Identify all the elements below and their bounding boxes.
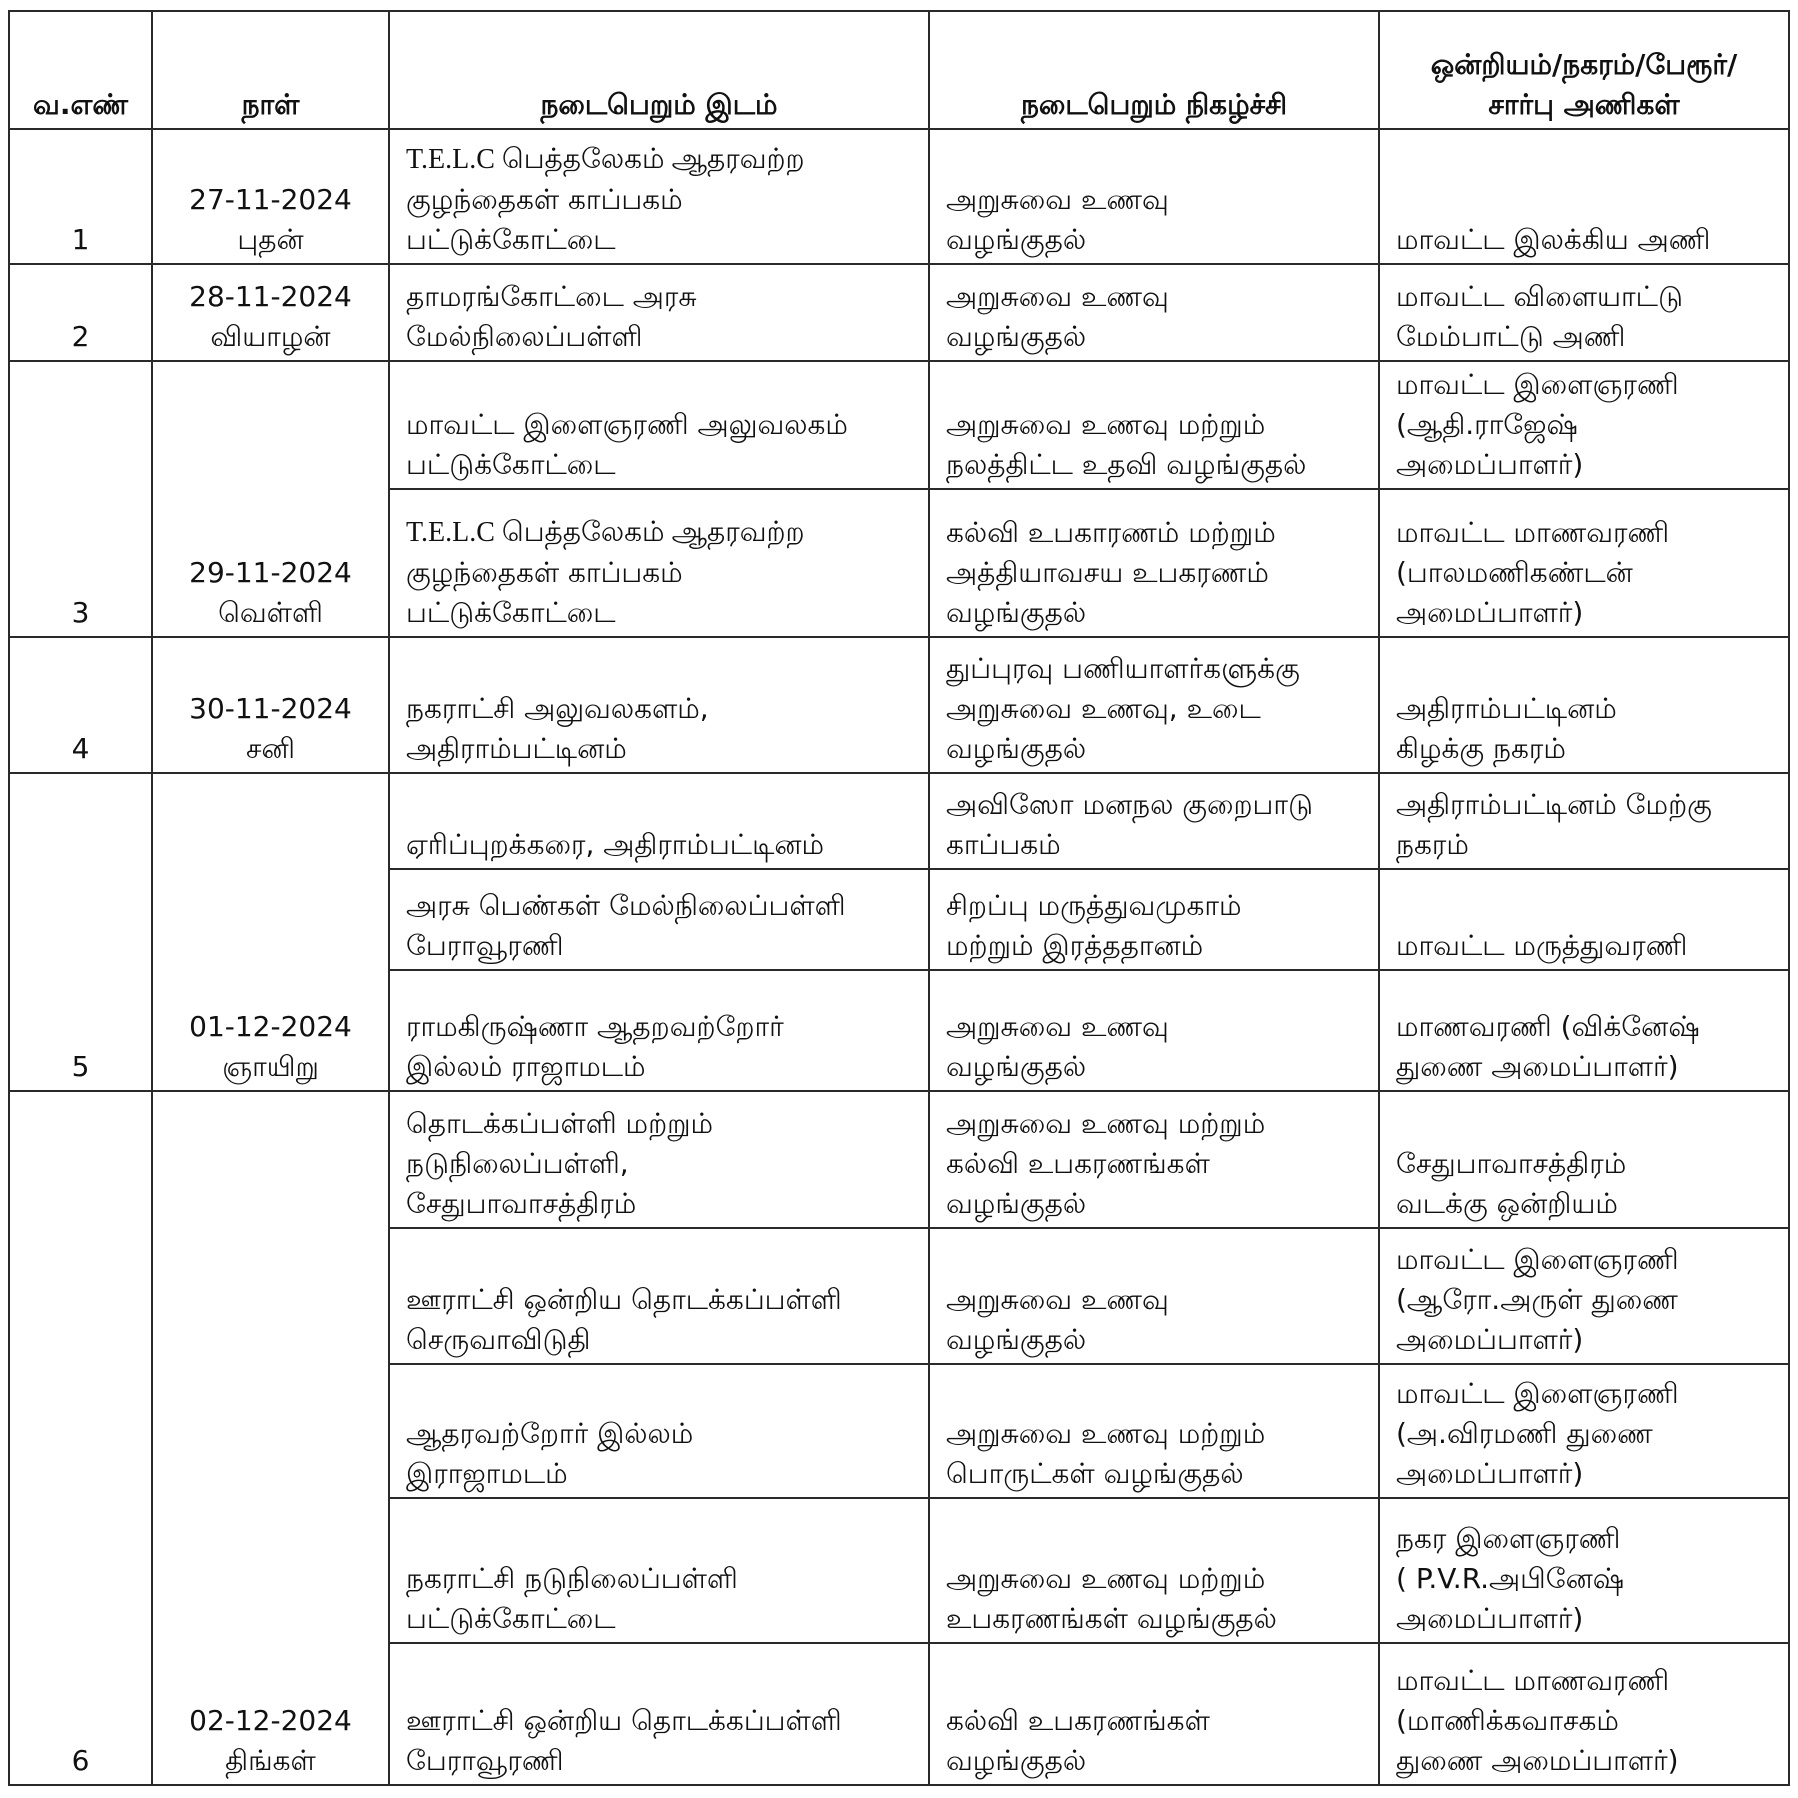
event-line: கல்வி உபகரணங்கள் [946,1147,1210,1180]
unit-line: அமைப்பாளர்) [1396,1323,1584,1356]
event-cell [929,1228,1379,1364]
unit-line: துணை அமைப்பாளர்) [1396,1050,1679,1083]
event-cell [929,129,1379,264]
serial-cell: 3 [9,361,152,637]
place-line: இல்லம் ராஜாமடம் [406,1050,646,1083]
unit-cell [1379,1364,1789,1498]
day-text: ஞாயிறு [222,1050,319,1083]
place-line: ராமகிருஷ்ணா ஆதறவற்றோர் [406,1010,784,1043]
date-text: 27-11-2024 [189,183,352,216]
unit-line: நகரம் [1396,828,1469,861]
event-line: அறுசுவை உணவு மற்றும் [946,1417,1266,1450]
unit-cell [1379,129,1789,264]
event-cell [929,970,1379,1091]
place-line: ஊராட்சி ஒன்றிய தொடக்கப்பள்ளி [406,1283,842,1316]
unit-line: நகர இளைஞரணி [1396,1522,1621,1555]
place-line: பேராவூரணி [406,929,564,962]
header-unit-line: சார்பு அணிகள் [1488,88,1680,121]
date-cell [152,129,389,264]
unit-cell [1379,970,1789,1091]
place-cell [389,1498,929,1643]
date-text: 28-11-2024 [189,280,352,313]
place-line: தொடக்கப்பள்ளி மற்றும் [406,1107,714,1140]
place-line: மேல்நிலைப்பள்ளி [406,320,643,353]
serial-cell: 2 [9,264,152,361]
unit-cell [1379,361,1789,489]
unit-line: (மாணிக்கவாசகம் [1396,1704,1619,1737]
day-text: வியாழன் [210,320,331,353]
date-cell [152,637,389,773]
event-line: அறுசுவை உணவு [946,183,1169,216]
unit-line: அமைப்பாளர்) [1396,1602,1584,1635]
place-line: தாமரங்கோட்டை அரசு [406,280,697,313]
place-cell [389,264,929,361]
event-line: நலத்திட்ட உதவி வழங்குதல் [946,448,1307,481]
event-cell [929,773,1379,869]
event-cell [929,264,1379,361]
event-line: வழங்குதல் [946,596,1087,629]
day-text: திங்கள் [225,1744,316,1777]
unit-line: மேம்பாட்டு அணி [1396,320,1626,353]
unit-cell [1379,869,1789,970]
event-line: அறுசுவை உணவு [946,280,1169,313]
event-line: அறுசுவை உணவு, உடை [946,692,1261,725]
unit-line: அதிராம்பட்டினம் மேற்கு [1396,788,1712,821]
serial-cell: 1 [9,129,152,264]
event-line: அவிஸோ மனநல குறைபாடு [946,788,1313,821]
event-line: அறுசுவை உணவு மற்றும் [946,408,1266,441]
event-line: கல்வி உபகாரணம் மற்றும் [946,516,1276,549]
place-cell [389,970,929,1091]
date-text: 01-12-2024 [189,1010,352,1043]
unit-cell [1379,489,1789,637]
date-text: 30-11-2024 [189,692,352,725]
event-line: பொருட்கள் வழங்குதல் [946,1457,1244,1490]
place-line: இராஜாமடம் [406,1457,568,1490]
event-line: அறுசுவை உணவு மற்றும் [946,1562,1266,1595]
event-line: வழங்குதல் [946,223,1087,256]
unit-cell [1379,1091,1789,1228]
unit-cell [1379,264,1789,361]
event-line: உபகரணங்கள் வழங்குதல் [946,1602,1277,1635]
place-line: நடுநிலைப்பள்ளி, [406,1147,629,1180]
unit-line: அமைப்பாளர்) [1396,596,1584,629]
unit-line: வடக்கு ஒன்றியம் [1396,1187,1618,1220]
place-line: பட்டுக்கோட்டை [406,448,616,481]
unit-cell [1379,1498,1789,1643]
place-line: T.E.L.C பெத்தலேகம் ஆதரவற்ற [406,144,805,175]
header-date: நாள் [152,11,389,129]
place-line: பட்டுக்கோட்டை [406,596,616,629]
event-line: அறுசுவை உணவு [946,1283,1169,1316]
serial-cell: 4 [9,637,152,773]
header-event: நடைபெறும் நிகழ்ச்சி [929,11,1379,129]
header-unit [1379,11,1789,129]
serial-cell: 6 [9,1091,152,1785]
table-row [9,264,1789,361]
event-cell [929,637,1379,773]
event-line: காப்பகம் [946,828,1061,861]
place-cell [389,637,929,773]
unit-cell [1379,1228,1789,1364]
event-line: சிறப்பு மருத்துவமுகாம் [946,889,1242,922]
unit-cell [1379,637,1789,773]
unit-line: மாணவரணி (விக்னேஷ் [1396,1010,1700,1043]
header-unit-line: ஒன்றியம்/நகரம்/பேரூர்/ [1430,48,1738,81]
schedule-table [8,10,1790,1786]
header-serial: வ.எண் [9,11,152,129]
date-text: 02-12-2024 [189,1704,352,1737]
unit-line: மாவட்ட மருத்துவரணி [1396,929,1688,962]
place-line: செருவாவிடுதி [406,1323,591,1356]
event-cell [929,869,1379,970]
place-line: T.E.L.C பெத்தலேகம் ஆதரவற்ற [406,517,805,548]
unit-line: (பாலமணிகண்டன் [1396,556,1633,589]
unit-line: அமைப்பாளர்) [1396,1457,1584,1490]
unit-line: மாவட்ட மாணவரணி [1396,516,1670,549]
event-cell [929,361,1379,489]
place-line: குழந்தைகள் காப்பகம் [406,556,683,589]
unit-line: (ஆரோ.அருள் துணை [1396,1283,1678,1316]
place-cell [389,773,929,869]
place-line: குழந்தைகள் காப்பகம் [406,183,683,216]
place-cell [389,869,929,970]
unit-line: துணை அமைப்பாளர்) [1396,1744,1679,1777]
place-cell [389,489,929,637]
event-cell [929,1091,1379,1228]
event-line: அறுசுவை உணவு மற்றும் [946,1107,1266,1140]
date-cell [152,773,389,1091]
event-line: வழங்குதல் [946,1187,1087,1220]
serial-cell: 5 [9,773,152,1091]
header-place: நடைபெறும் இடம் [389,11,929,129]
event-line: வழங்குதல் [946,732,1087,765]
event-line: கல்வி உபகரணங்கள் [946,1704,1210,1737]
event-cell [929,489,1379,637]
event-line: வழங்குதல் [946,1050,1087,1083]
unit-line: அதிராம்பட்டினம் [1396,692,1617,725]
place-line: ஏரிப்புறக்கரை, அதிராம்பட்டினம் [406,828,825,861]
day-text: வெள்ளி [218,596,323,629]
date-cell [152,264,389,361]
date-cell [152,361,389,637]
event-cell [929,1364,1379,1498]
unit-line latin-mixed: ( P.V.R.அபினேஷ் [1396,1562,1625,1595]
unit-line: மாவட்ட விளையாட்டு [1396,280,1683,313]
event-line: வழங்குதல் [946,320,1087,353]
place-line: ஊராட்சி ஒன்றிய தொடக்கப்பள்ளி [406,1704,842,1737]
unit-cell [1379,1643,1789,1785]
place-line: ஆதரவற்றோர் இல்லம் [406,1417,694,1450]
day-text: புதன் [237,223,304,256]
header-row [9,11,1789,129]
event-cell [929,1498,1379,1643]
unit-line: மாவட்ட இளைஞரணி [1396,1377,1679,1410]
place-line: அரசு பெண்கள் மேல்நிலைப்பள்ளி [406,889,846,922]
place-line: மாவட்ட இளைஞரணி அலுவலகம் [406,408,848,441]
page-bottom-edge [0,1788,1798,1798]
unit-cell [1379,773,1789,869]
unit-line: மாவட்ட இலக்கிய அணி [1396,223,1711,256]
table-row [9,1091,1789,1228]
place-line: பேராவூரணி [406,1744,564,1777]
unit-line: அமைப்பாளர்) [1396,448,1584,481]
date-text: 29-11-2024 [189,556,352,589]
table-row [9,637,1789,773]
unit-line: சேதுபாவாசத்திரம் [1396,1147,1627,1180]
unit-line: மாவட்ட இளைஞரணி [1396,1243,1679,1276]
event-line: மற்றும் இரத்ததானம் [946,929,1204,962]
unit-line: கிழக்கு நகரம் [1396,732,1566,765]
unit-line: (அ.விரமணி துணை [1396,1417,1653,1450]
place-line: சேதுபாவாசத்திரம் [406,1187,637,1220]
table-row [9,773,1789,869]
event-line: துப்புரவு பணியாளர்களுக்கு [946,652,1300,685]
place-line: பட்டுக்கோட்டை [406,1602,616,1635]
event-line: வழங்குதல் [946,1744,1087,1777]
place-line: நகராட்சி அலுவலகளம், [406,692,709,725]
place-cell [389,129,929,264]
place-cell [389,1228,929,1364]
place-line: அதிராம்பட்டினம் [406,732,627,765]
date-cell [152,1091,389,1785]
event-cell [929,1643,1379,1785]
table-row [9,129,1789,264]
event-line: அத்தியாவசய உபகரணம் [946,556,1269,589]
unit-line: மாவட்ட மாணவரணி [1396,1664,1670,1697]
event-line: அறுசுவை உணவு [946,1010,1169,1043]
place-line: நகராட்சி நடுநிலைப்பள்ளி [406,1562,738,1595]
day-text: சனி [246,732,295,765]
place-cell [389,1364,929,1498]
event-line: வழங்குதல் [946,1323,1087,1356]
unit-line: மாவட்ட இளைஞரணி [1396,368,1679,401]
unit-line: (ஆதி.ராஜேஷ் [1396,408,1578,441]
table-row [9,361,1789,489]
place-line: பட்டுக்கோட்டை [406,223,616,256]
place-cell [389,1643,929,1785]
place-cell [389,1091,929,1228]
place-cell [389,361,929,489]
